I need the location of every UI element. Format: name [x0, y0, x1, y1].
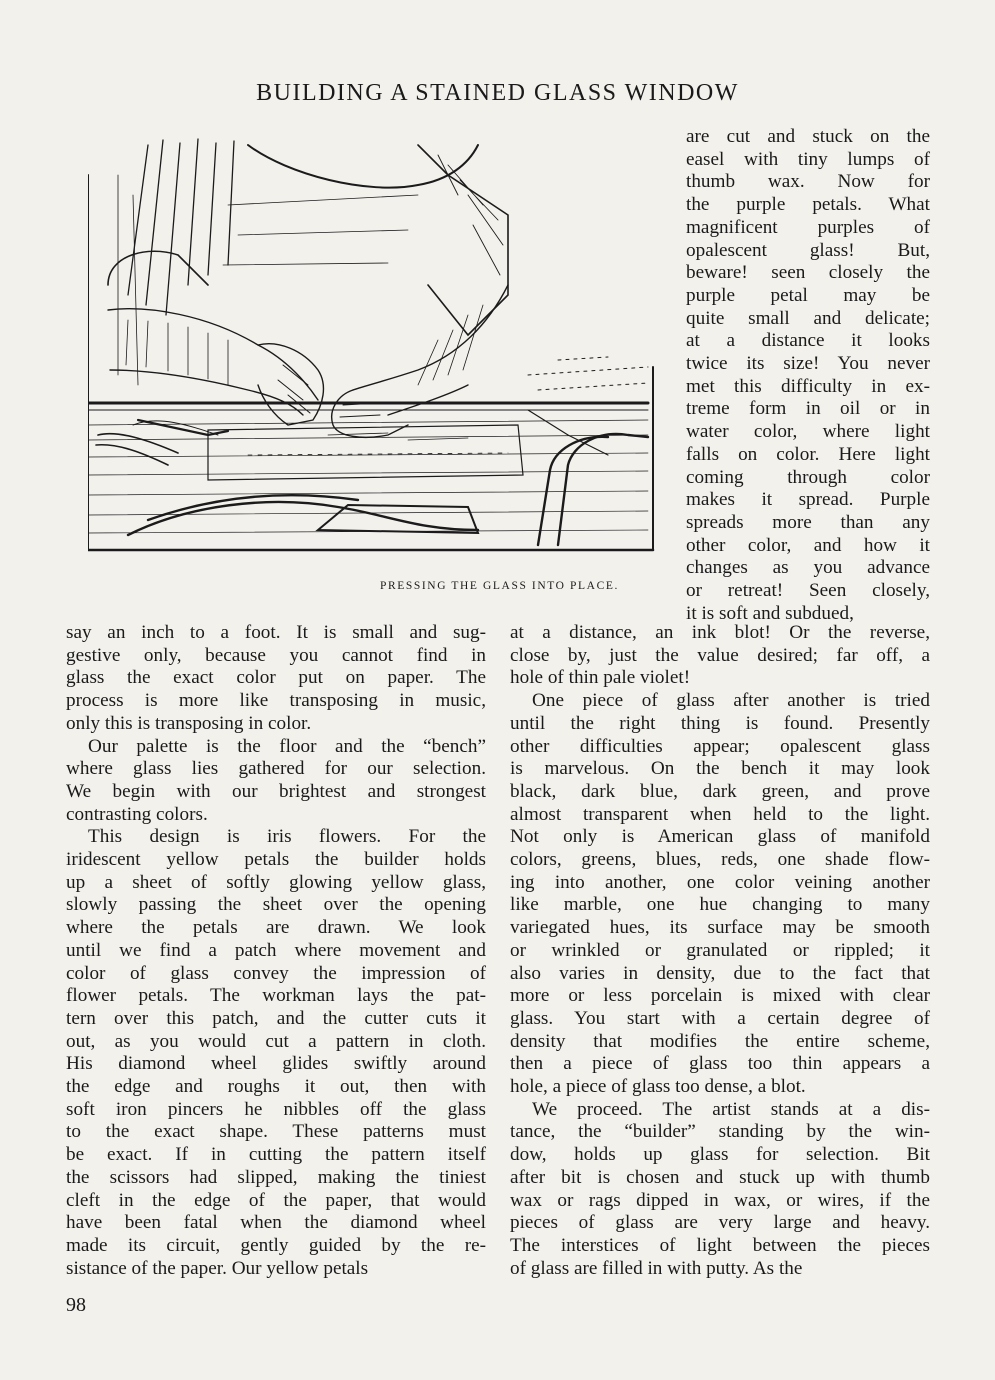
text-line: tance, the “builder” standing by the win-: [510, 1121, 930, 1143]
text-line: soft iron pincers he nibbles off the glass: [66, 1098, 486, 1120]
text-line: thumb wax. Now for: [686, 171, 930, 193]
text-line: spreads more than any: [686, 511, 930, 533]
text-line: We proceed. The artist stands at a dis-: [532, 1098, 930, 1120]
text-line: process is more like transposing in music,: [66, 690, 486, 712]
text-line: more or less porcelain is mixed with clear: [510, 985, 930, 1007]
text-line: ing into another, one color veining another: [510, 871, 930, 893]
text-line: be exact. If in cutting the pattern itself: [66, 1144, 486, 1166]
page-title: BUILDING A STAINED GLASS WINDOW: [256, 80, 739, 107]
figure-left-arm: [108, 309, 323, 425]
text-line: it is soft and subdued,: [686, 602, 854, 624]
text-line: twice its size! You never: [686, 353, 930, 375]
text-line: glass. You start with a certain degree of: [510, 1007, 930, 1029]
text-line: after bit is chosen and stuck up with thumb: [510, 1166, 930, 1188]
text-line: have been fatal when the diamond wheel: [66, 1212, 486, 1234]
glass-pane: [208, 425, 523, 480]
text-line: only this is transposing in color.: [66, 712, 312, 734]
text-line: is marvelous. On the bench it may look: [510, 758, 930, 780]
text-line: at a distance, an ink blot! Or the reverse,: [510, 622, 930, 643]
text-line: falls on color. Here light: [686, 443, 930, 465]
text-line: opalescent glass! But,: [686, 239, 930, 261]
text-line: up a sheet of softly glowing yellow glass,: [66, 871, 486, 893]
text-line: almost transparent when held to the light.: [510, 803, 930, 825]
text-line: the scissors had slipped, making the tiniest: [66, 1166, 486, 1188]
text-line: wax or rags dipped in wax, or wires, if the: [510, 1189, 930, 1211]
text-line: coming through color: [686, 466, 930, 488]
text-line: changes as you advance: [686, 557, 930, 579]
text-line: of glass are filled in with putty. As the: [510, 1257, 803, 1279]
text-line: or retreat! Seen closely,: [686, 580, 930, 602]
text-line: out, as you would cut a pattern in cloth.: [66, 1030, 486, 1052]
text-line: variegated hues, its surface may be smooth: [510, 917, 930, 939]
text-line: the purple petals. What: [686, 194, 930, 216]
text-line: where the petals are drawn. We look: [66, 917, 486, 939]
column-left: [66, 622, 486, 1280]
text-line: colors, greens, blues, reds, one shade flow-: [510, 849, 930, 871]
text-line: We begin with our brightest and strongest: [66, 780, 486, 802]
text-line: then a piece of glass too thin appears a: [510, 1053, 930, 1075]
text-line: where glass lies gathered for our selection.: [66, 758, 486, 780]
text-line: cleft in the edge of the paper, that would: [66, 1189, 486, 1211]
text-line: are cut and stuck on the: [686, 126, 930, 147]
text-line: water color, where light: [686, 421, 930, 443]
text-line: purple petal may be: [686, 284, 930, 306]
text-line: glass the exact color put on paper. The: [66, 667, 486, 689]
column-right-bottom: [510, 622, 930, 1280]
text-line: magnificent purples of: [686, 216, 930, 238]
text-line: other color, and how it: [686, 534, 930, 556]
text-line: Not only is American glass of manifold: [510, 826, 930, 848]
text-line: close by, just the value desired; far off, a: [510, 644, 930, 666]
text-line: The interstices of light between the pieces: [510, 1234, 930, 1256]
text-line: say an inch to a foot. It is small and sug-: [66, 622, 486, 643]
text-line: hole of thin pale violet!: [510, 667, 691, 689]
figure-caption: PRESSING THE GLASS INTO PLACE.: [380, 580, 619, 592]
text-line: treme form in oil or in: [686, 398, 930, 420]
figure-right-arm: [332, 285, 508, 437]
text-line: One piece of glass after another is tried: [532, 690, 930, 712]
background-dashes: [528, 357, 648, 390]
text-line: color of glass convey the impression of: [66, 962, 486, 984]
text-line: This design is iris flowers. For the: [88, 826, 486, 848]
text-line: contrasting colors.: [66, 803, 208, 825]
text-line: beware! seen closely the: [686, 262, 930, 284]
text-line: or wrinkled or granulated or rippled; it: [510, 939, 930, 961]
text-line: His diamond wheel glides swiftly around: [66, 1053, 486, 1075]
text-line: iridescent yellow petals the builder holds: [66, 849, 486, 871]
text-line: quite small and delicate;: [686, 307, 930, 329]
text-line: to the exact shape. These patterns must: [66, 1121, 486, 1143]
text-line: until the right thing is found. Presently: [510, 712, 930, 734]
text-line: pieces of glass are very large and heavy.: [510, 1212, 930, 1234]
text-line: also varies in density, due to the fact that: [510, 962, 930, 984]
text-line: tern over this patch, and the cutter cuts it: [66, 1007, 486, 1029]
text-line: dow, holds up glass for selection. Bit: [510, 1144, 930, 1166]
illustration-pressing-glass: [88, 135, 660, 555]
text-line: the edge and roughs it out, then with: [66, 1076, 486, 1098]
text-line: at a distance it looks: [686, 330, 930, 352]
text-line: density that modifies the entire scheme,: [510, 1030, 930, 1052]
text-line: hole, a piece of glass too dense, a blot.: [510, 1076, 806, 1098]
text-line: made its circuit, gently guided by the re-: [66, 1234, 486, 1256]
page-number: 98: [66, 1294, 86, 1316]
text-line: until we find a patch where movement and: [66, 939, 486, 961]
text-line: gestive only, because you cannot find in: [66, 644, 486, 666]
text-line: Our palette is the floor and the “bench”: [88, 735, 486, 757]
text-line: like marble, one hue changing to many: [510, 894, 930, 916]
text-line: easel with tiny lumps of: [686, 148, 930, 170]
text-line: sistance of the paper. Our yellow petals: [66, 1257, 369, 1279]
column-right-top: [686, 126, 930, 625]
text-line: makes it spread. Purple: [686, 489, 930, 511]
text-line: black, dark blue, dark green, and prove: [510, 780, 930, 802]
text-line: met this difficulty in ex-: [686, 375, 930, 397]
text-line: other difficulties appear; opalescent glass: [510, 735, 930, 757]
text-line: flower petals. The workman lays the pat-: [66, 985, 486, 1007]
text-line: slowly passing the sheet over the opening: [66, 894, 486, 916]
